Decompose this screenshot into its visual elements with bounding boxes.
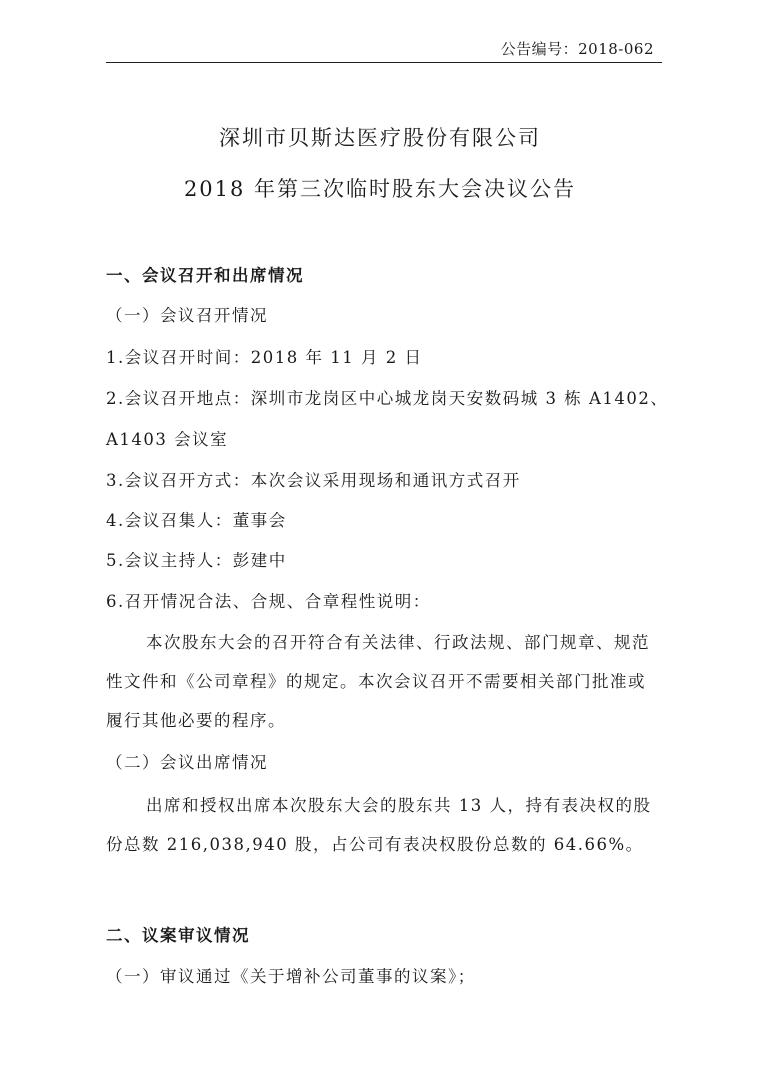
para-legality-line2: 性文件和《公司章程》的规定。本次会议召开不需要相关部门批准或 [106, 672, 646, 691]
item-meeting-time: 1.会议召开时间：2018 年 11 月 2 日 [106, 348, 423, 367]
section1-heading: 一、会议召开和出席情况 [106, 266, 304, 285]
section2-sub1: （一）审议通过《关于增补公司董事的议案》； [106, 967, 476, 986]
item-meeting-place-line2: A1403 会议室 [106, 430, 229, 449]
item-meeting-place-line1: 2.会议召开地点：深圳市龙岗区中心城龙岗天安数码城 3 栋 A1402、 [106, 389, 669, 408]
para-legality-line1: 本次股东大会的召开符合有关法律、行政法规、部门规章、规范 [146, 633, 650, 652]
section1-sub1: （一）会议召开情况 [106, 306, 268, 325]
header-divider [106, 62, 662, 63]
item-convener: 4.会议召集人：董事会 [106, 511, 287, 530]
item-legality: 6.召开情况合法、合规、合章程性说明： [106, 592, 431, 611]
document-title-subject: 2018 年第三次临时股东大会决议公告 [183, 177, 577, 201]
para-attendance-line2: 份总数 216,038,940 股，占公司有表决权股份总数的 64.66%。 [106, 835, 644, 854]
document-title-company: 深圳市贝斯达医疗股份有限公司 [219, 126, 541, 150]
item-meeting-method: 3.会议召开方式：本次会议采用现场和通讯方式召开 [106, 471, 521, 490]
notice-number: 公告编号：2018-062 [500, 40, 654, 58]
para-attendance-line1: 出席和授权出席本次股东大会的股东共 13 人，持有表决权的股 [146, 796, 652, 815]
item-host: 5.会议主持人：彭建中 [106, 551, 287, 570]
para-legality-line3: 履行其他必要的程序。 [106, 711, 286, 730]
section2-heading: 二、议案审议情况 [106, 926, 250, 945]
section1-sub2: （二）会议出席情况 [106, 753, 268, 772]
